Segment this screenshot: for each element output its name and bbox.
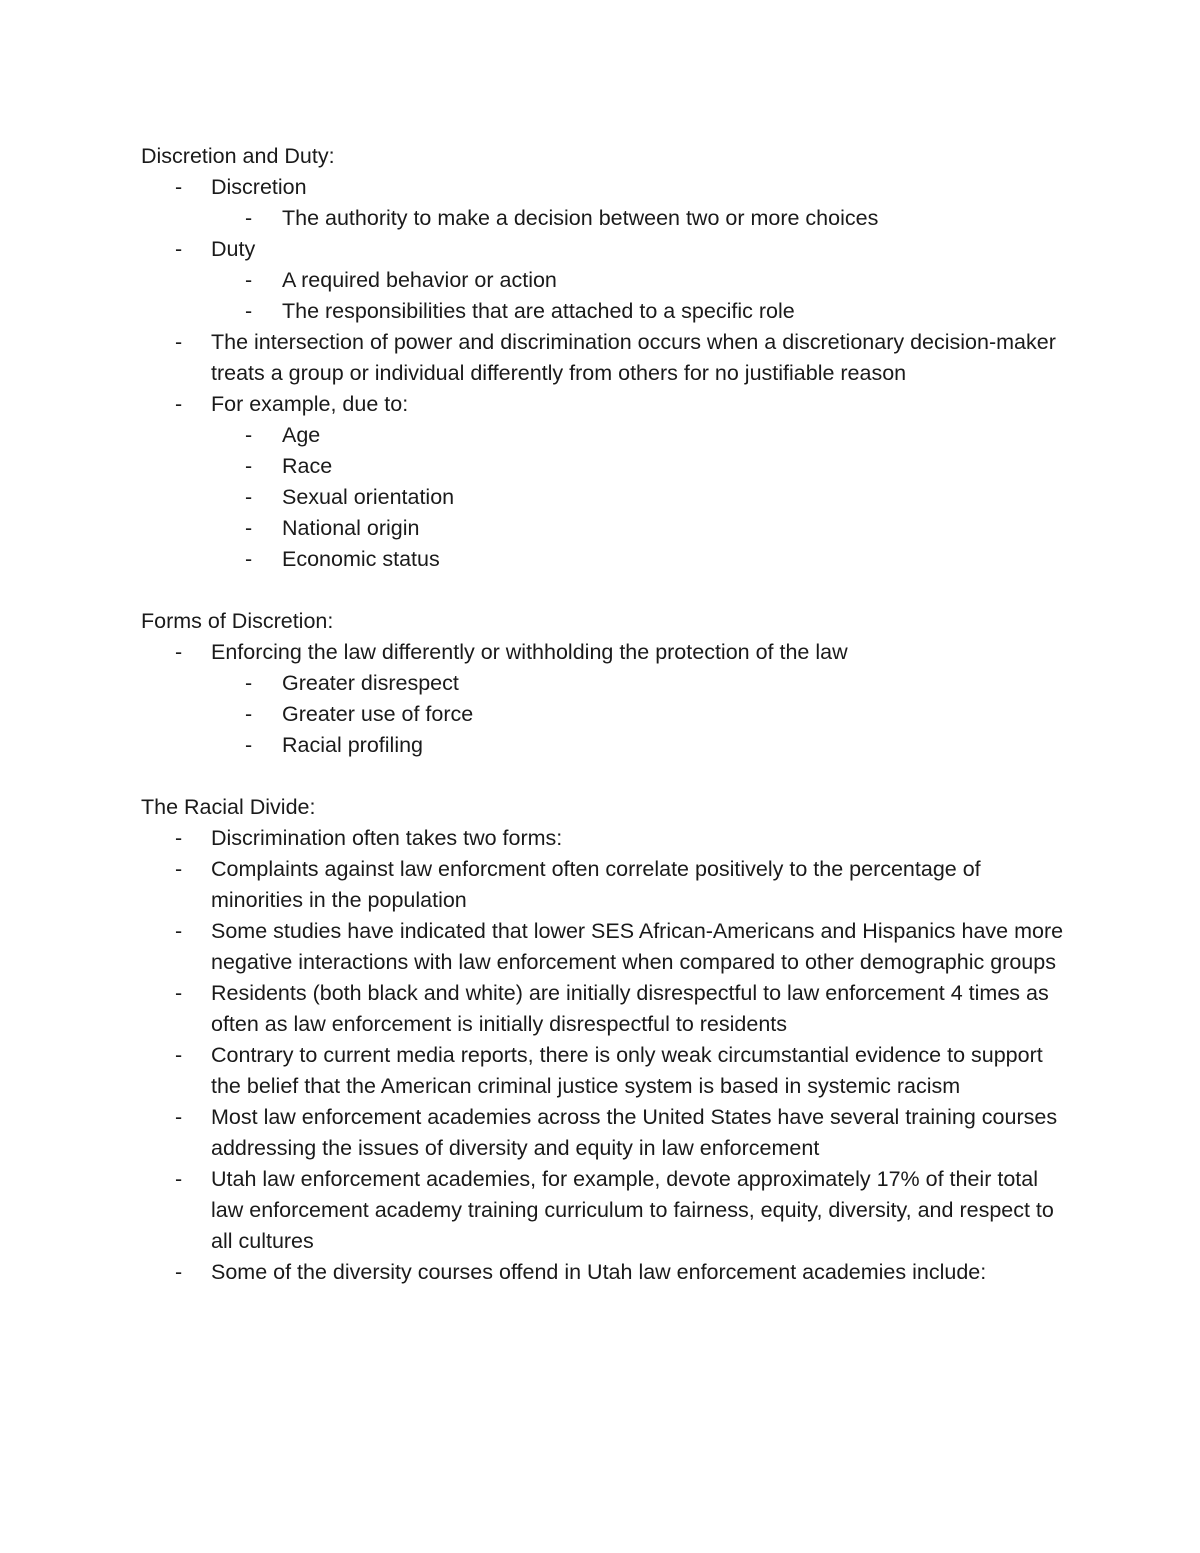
list-item [141, 389, 1071, 575]
list-item [141, 854, 1071, 916]
bullet-dash: - [245, 454, 253, 478]
list-item-text: Most law enforcement academies across the United States have several training courses addressing the issues of diversity and equity in law enforcement [211, 1105, 1058, 1160]
bullet-dash: - [245, 702, 253, 726]
bullet-dash: - [175, 857, 183, 881]
list-item-text: The intersection of power and discrimination occurs when a discretionary decision-maker treats a group or individual differently from others for no justifiable reason [211, 330, 1056, 385]
sub-list-item [211, 730, 1071, 761]
section-forms-of-discretion [141, 606, 1071, 761]
section-discretion-and-duty [141, 141, 1071, 575]
bullet-dash: - [245, 206, 253, 230]
list-item [141, 327, 1071, 389]
bullet-dash: - [175, 237, 183, 261]
bullet-dash: - [245, 268, 253, 292]
document-body [141, 141, 1071, 1288]
list-item-text: Discrimination often takes two forms: [211, 826, 563, 850]
section-title: The Racial Divide: [141, 795, 316, 819]
bullet-dash: - [175, 1043, 183, 1067]
sub-list-item-text: Racial profiling [282, 733, 424, 757]
sub-bullet-list [211, 265, 1071, 327]
list-item [141, 978, 1071, 1040]
list-item [141, 172, 1071, 234]
bullet-dash: - [175, 1260, 183, 1284]
sub-list-item-text: Race [282, 454, 333, 478]
sub-list-item [211, 296, 1071, 327]
list-item [141, 1040, 1071, 1102]
sub-list-item [211, 420, 1071, 451]
bullet-dash: - [175, 392, 183, 416]
list-item-text: Some of the diversity courses offend in Utah law enforcement academies include: [211, 1260, 987, 1284]
list-item-text: Utah law enforcement academies, for example, devote approximately 17% of their total law enforcement academy training curriculum to fairness, equity, diversity, and respect to all cultures [211, 1167, 1054, 1253]
sub-list-item [211, 203, 1071, 234]
sub-list-item-text: A required behavior or action [282, 268, 557, 292]
sub-list-item-text: Economic status [282, 547, 440, 571]
sub-bullet-list [211, 203, 1071, 234]
section-title: Forms of Discretion: [141, 609, 334, 633]
list-item-text: For example, due to: [211, 392, 409, 416]
list-item [141, 1257, 1071, 1288]
bullet-dash: - [175, 981, 183, 1005]
sub-list-item [211, 265, 1071, 296]
sub-list-item-text: Greater disrespect [282, 671, 459, 695]
sub-list-item-text: The responsibilities that are attached to a specific role [282, 299, 795, 323]
bullet-dash: - [175, 640, 183, 664]
bullet-dash: - [245, 485, 253, 509]
sub-list-item [211, 513, 1071, 544]
sub-list-item [211, 699, 1071, 730]
bullet-dash: - [245, 547, 253, 571]
list-item-text: Duty [211, 237, 256, 261]
bullet-dash: - [245, 733, 253, 757]
list-item [141, 1164, 1071, 1257]
list-item [141, 916, 1071, 978]
list-item [141, 234, 1071, 327]
bullet-list [141, 172, 1071, 575]
sub-list-item-text: National origin [282, 516, 420, 540]
list-item [141, 1102, 1071, 1164]
sub-list-item-text: Greater use of force [282, 702, 474, 726]
bullet-dash: - [245, 671, 253, 695]
bullet-dash: - [175, 330, 183, 354]
section-the-racial-divide [141, 792, 1071, 1288]
sub-list-item [211, 668, 1071, 699]
bullet-dash: - [245, 299, 253, 323]
sub-list-item [211, 482, 1071, 513]
bullet-list [141, 637, 1071, 761]
bullet-dash: - [175, 1105, 183, 1129]
sub-bullet-list [211, 668, 1071, 761]
list-item-text: Contrary to current media reports, there is only weak circumstantial evidence to support the belief that the American criminal justice system is based in systemic racism [211, 1043, 1043, 1098]
bullet-dash: - [245, 516, 253, 540]
bullet-list [141, 823, 1071, 1288]
list-item-text: Residents (both black and white) are initially disrespectful to law enforcement 4 times as often as law enforcement is initially disrespectful to residents [211, 981, 1049, 1036]
list-item-text: Discretion [211, 175, 307, 199]
bullet-dash: - [175, 826, 183, 850]
list-item [141, 823, 1071, 854]
sub-list-item-text: The authority to make a decision between two or more choices [282, 206, 879, 230]
bullet-dash: - [245, 423, 253, 447]
list-item [141, 637, 1071, 761]
sub-list-item-text: Age [282, 423, 321, 447]
sub-list-item-text: Sexual orientation [282, 485, 455, 509]
bullet-dash: - [175, 175, 183, 199]
bullet-dash: - [175, 919, 183, 943]
sub-bullet-list [211, 420, 1071, 575]
section-title: Discretion and Duty: [141, 144, 335, 168]
list-item-text: Some studies have indicated that lower SES African-Americans and Hispanics have more negative interactions with law enforcement when compared to other demographic groups [211, 919, 1064, 974]
list-item-text: Complaints against law enforcment often correlate positively to the percentage of minorities in the population [211, 857, 981, 912]
sub-list-item [211, 451, 1071, 482]
list-item-text: Enforcing the law differently or withholding the protection of the law [211, 640, 848, 664]
bullet-dash: - [175, 1167, 183, 1191]
sub-list-item [211, 544, 1071, 575]
